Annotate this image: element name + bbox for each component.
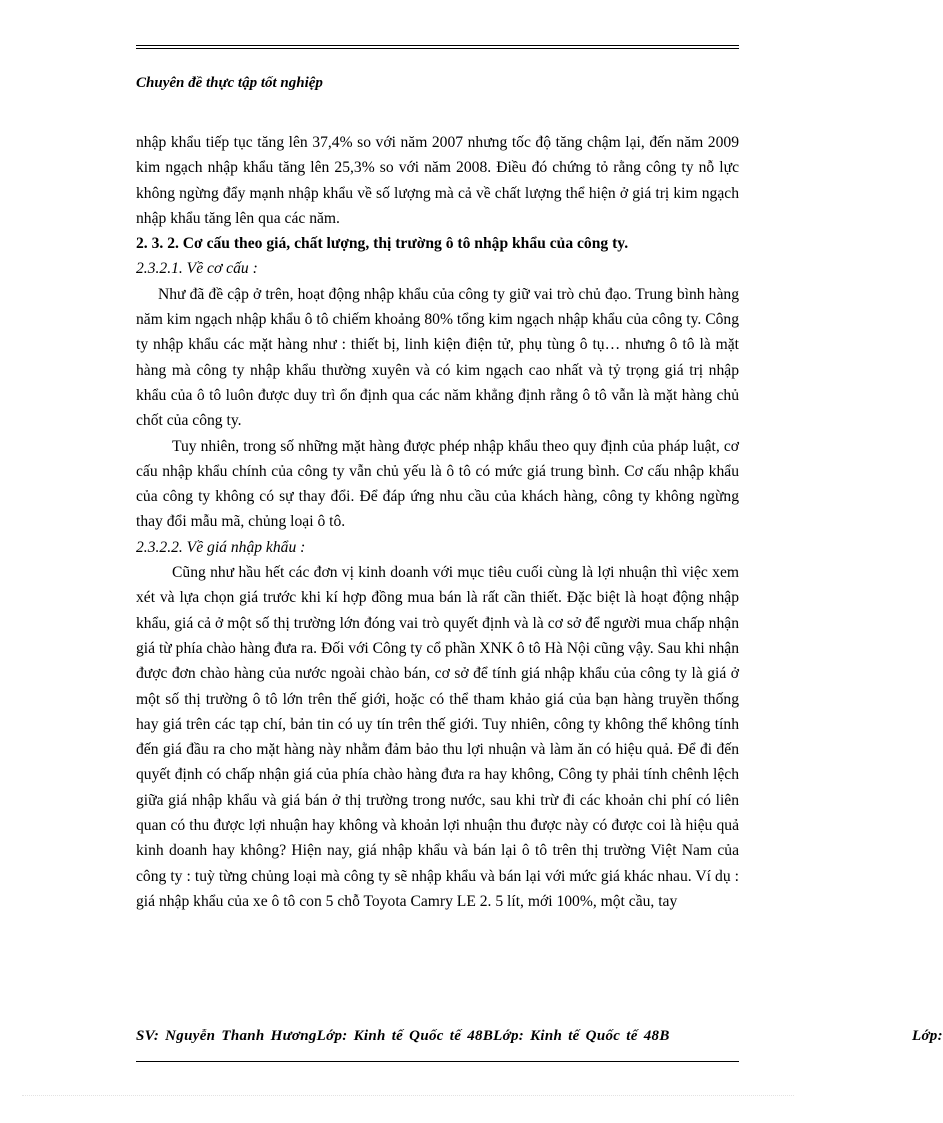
paragraph-structure: Như đã đề cập ở trên, hoạt động nhập khẩu của công ty giữ vai trò chủ đạo. Trung bình hàng năm kim ngạch nhập khẩu ô tô chiếm khoảng 80% tổng kim ngạch nhập khẩu của công ty. Công ty nhập khẩu các mặt hàng như : thiết bị, linh kiện điện tử, phụ tùng ô tụ… nhưng ô tô là mặt hàng mà công ty nhập khẩu thường xuyên và có kim ngạch cao nhất và tỷ trọng giá trị nhập khẩu của ô tô luôn được duy trì ổn định qua các năm khẳng định rằng ô tô vẫn là mặt hàng chủ chốt của công ty.: [136, 285, 739, 430]
page-edge-dotted-line: [22, 1095, 794, 1096]
subsection-heading-price: 2.3.2.2. Về giá nhập khẩu :: [136, 538, 306, 556]
paragraph-structure-continued: Tuy nhiên, trong số những mặt hàng được phép nhập khẩu theo quy định của pháp luật, cơ cấu nhập khẩu chính của công ty vẫn chủ yếu là ô tô có mức giá trung bình. Cơ cấu nhập khẩu của công ty không có sự thay đổi. Để đáp ứng nhu cầu của khách hàng, công ty không ngừng thay đổi mẫu mã, chủng loại ô tô.: [136, 437, 739, 531]
section-heading: 2. 3. 2. Cơ cấu theo giá, chất lượng, thị trường ô tô nhập khẩu của công ty.: [136, 235, 629, 253]
document-header-title: Chuyên đề thực tập tốt nghiệp: [136, 75, 323, 91]
document-footer: [136, 1028, 943, 1045]
header-double-rule: [136, 45, 739, 49]
paragraph-price: Cũng như hầu hết các đơn vị kinh doanh với mục tiêu cuối cùng là lợi nhuận thì việc xem xét và lựa chọn giá trước khi kí hợp đồng mua bán là rất cần thiết. Đặc biệt là hoạt động nhập khẩu, giá cả ở một số thị trường lớn đóng vai trò quyết định và là cơ sở để người mua chấp nhận giá từ phía chào hàng đưa ra. Đối với Công ty cổ phần XNK ô tô Hà Nội cũng vậy. Sau khi nhận được đơn chào hàng của nước ngoài chào bán, cơ sở để tính giá nhập khẩu của công ty là giá ở một số thị trường ô tô lớn trên thế giới, hoặc có thể tham khảo giá của bạn hàng truyền thống hay giá trên các tạp chí, bản tin có uy tín trên thế giới. Tuy nhiên, công ty không thể không tính đến giá đầu ra cho mặt hàng này nhằm đảm bảo thu lợi nhuận và làm ăn có hiệu quả. Để đi đến quyết định có chấp nhận giá của phía chào hàng đưa ra hay không, Công ty phải tính chênh lệch giữa giá nhập khẩu và giá bán ở thị trường trong nước, sau khi trừ đi các khoản chi phí có liên quan có thu được lợi nhuận hay không và khoản lợi nhuận thu được này có được coi là hiệu quả kinh doanh hay không? Hiện nay, giá nhập khẩu và bán lại ô tô trên thị trường Việt Nam của công ty : tuỳ từng chủng loại mà công ty sẽ nhập khẩu và bán lại với mức giá khác nhau. Ví dụ : giá nhập khẩu của xe ô tô con 5 chỗ Toyota Camry LE 2. 5 lít, mới 100%, một cầu, tay: [136, 564, 739, 910]
subsection-heading-structure: 2.3.2.1. Về cơ cấu :: [136, 260, 258, 278]
footer-rule: [136, 1061, 739, 1062]
document-body: [136, 130, 739, 914]
footer-class-label: Lớp:: [912, 1028, 943, 1044]
footer-student-class: SV: Nguyễn Thanh HươngLớp: Kinh tế Quốc tế 48BLớp: Kinh tế Quốc tế 48B: [136, 1028, 670, 1044]
paragraph-import-growth: nhập khẩu tiếp tục tăng lên 37,4% so với năm 2007 nhưng tốc độ tăng chậm lại, đến năm 2009 kim ngạch nhập khẩu tăng lên 25,3% so với năm 2008. Điều đó chứng tỏ rằng công ty nỗ lực không ngừng đẩy mạnh nhập khẩu về số lượng mà cả về chất lượng thể hiện ở giá trị kim ngạch nhập khẩu tăng lên qua các năm.: [136, 134, 739, 227]
